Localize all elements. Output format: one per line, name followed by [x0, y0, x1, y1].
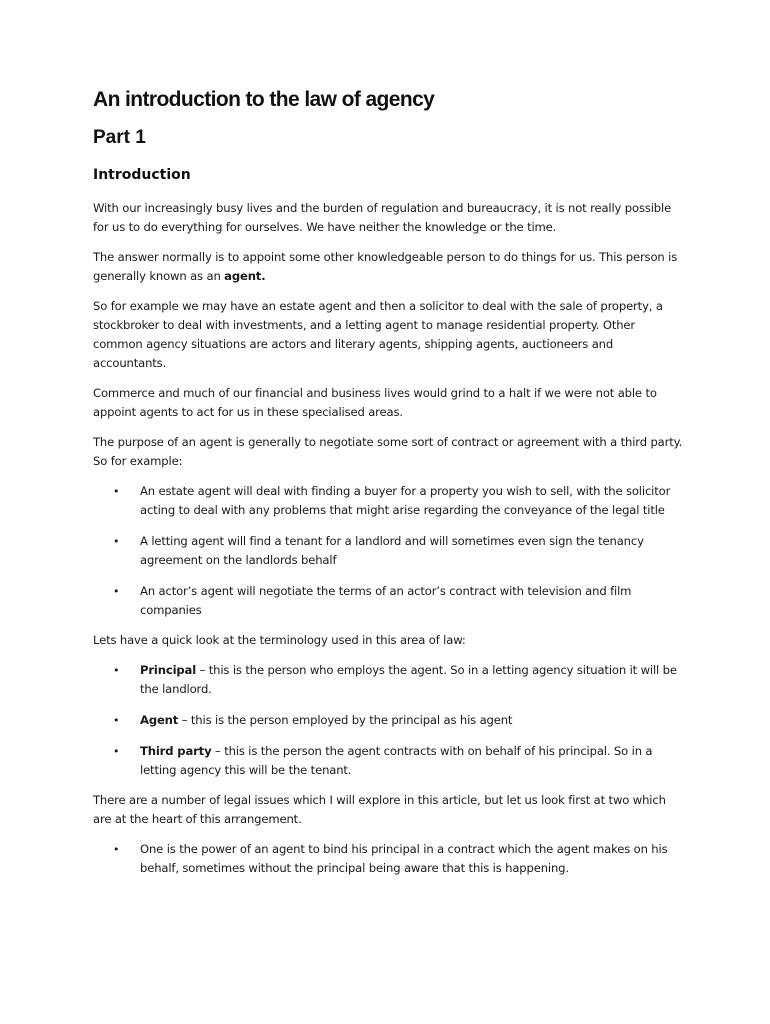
part-heading: Part 1: [93, 127, 146, 148]
bullet-icon: •: [113, 714, 120, 727]
list-item-text: A letting agent will find a tenant for a landlord and will sometimes even sign the tenancy agreement on the landlords behalf: [140, 534, 644, 567]
list-item: [93, 840, 683, 878]
list-item: [93, 711, 683, 730]
paragraph-7: There are a number of legal issues which I will explore in this article, but let us look first at two which are at the heart of this arrangement.: [93, 793, 666, 826]
term-definition: – this is the person who employs the agent. So in a letting agency situation it will be the landlord.: [140, 663, 677, 696]
term-label: Agent: [140, 713, 179, 727]
agent-term: agent.: [224, 269, 266, 283]
list-item: [93, 661, 683, 699]
paragraph-2-text: The answer normally is to appoint some other knowledgeable person to do things for us. This person is generally known as an: [93, 250, 678, 283]
terminology-list: [93, 661, 683, 780]
list-item: [93, 482, 683, 520]
term-definition: – this is the person employed by the principal as his agent: [178, 713, 513, 727]
bullet-icon: •: [113, 843, 120, 856]
list-item: [93, 582, 683, 620]
list-item-text: An actor’s agent will negotiate the terms of an actor’s contract with television and film companies: [140, 584, 632, 617]
examples-list: [93, 482, 683, 620]
list-item: [93, 742, 683, 780]
term-label: Third party: [140, 744, 212, 758]
bullet-icon: •: [113, 535, 120, 548]
term-definition: – this is the person the agent contracts with on behalf of his principal. So in a letting agency this will be the tenant.: [140, 744, 653, 777]
list-item-text: An estate agent will deal with finding a buyer for a property you wish to sell, with the solicitor acting to deal with any problems that might arise regarding the conveyance of the legal title: [140, 484, 671, 517]
bullet-icon: •: [113, 664, 120, 677]
list-item: [93, 532, 683, 570]
document-page: [93, 86, 683, 878]
paragraph-2: [93, 248, 683, 286]
paragraph-4: Commerce and much of our financial and business lives would grind to a halt if we were not able to appoint agents to act for us in these specialised areas.: [93, 386, 657, 419]
section-heading: Introduction: [93, 167, 191, 183]
paragraph-3: So for example we may have an estate agent and then a solicitor to deal with the sale of property, a stockbroker to deal with investments, and a letting agent to manage residential property. Other common agency situations are actors and literary agents, shipping agents, auctioneers and accountants.: [93, 299, 663, 370]
bullet-icon: •: [113, 585, 120, 598]
document-title: An introduction to the law of agency: [93, 88, 435, 111]
bullet-icon: •: [113, 745, 120, 758]
paragraph-5: The purpose of an agent is generally to negotiate some sort of contract or agreement with a third party. So for example:: [93, 435, 683, 468]
term-label: Principal: [140, 663, 197, 677]
list-item-text: One is the power of an agent to bind his principal in a contract which the agent makes on his behalf, sometimes without the principal being aware that this is happening.: [140, 842, 668, 875]
paragraph-1: With our increasingly busy lives and the burden of regulation and bureaucracy, it is not really possible for us to do everything for ourselves. We have neither the knowledge or the time.: [93, 201, 672, 234]
issues-list: [93, 840, 683, 878]
paragraph-6: Lets have a quick look at the terminology used in this area of law:: [93, 633, 466, 647]
bullet-icon: •: [113, 485, 120, 498]
